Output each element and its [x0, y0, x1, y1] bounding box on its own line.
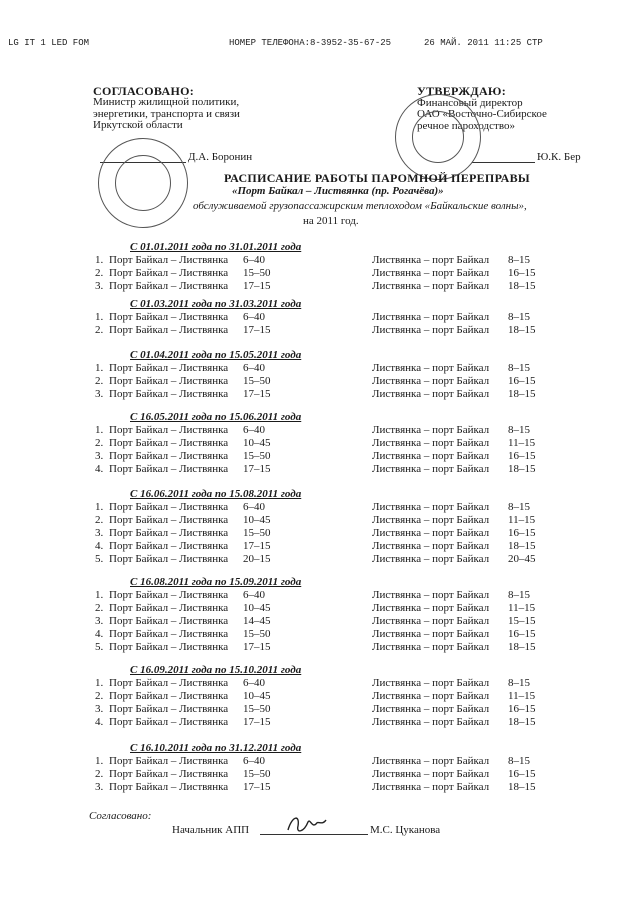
route-outbound: Порт Байкал – Листвянка	[109, 514, 229, 526]
return-row	[372, 615, 536, 628]
departure-time: 6–40	[243, 424, 265, 436]
return-row	[372, 716, 536, 729]
return-row	[372, 501, 530, 514]
row-number: 3.	[95, 781, 104, 793]
row-number: 1.	[95, 755, 104, 767]
departure-time: 17–15	[243, 781, 271, 793]
route-outbound: Порт Байкал – Листвянка	[109, 703, 229, 715]
period-heading: С 01.04.2011 года по 15.05.2011 года	[130, 349, 302, 361]
return-row	[372, 690, 536, 703]
return-row	[372, 641, 536, 654]
departure-row	[95, 690, 271, 703]
return-row	[372, 388, 536, 401]
row-number: 3.	[95, 615, 104, 627]
route-return: Листвянка – порт Байкал	[372, 716, 490, 728]
return-time: 11–15	[508, 602, 536, 614]
departure-time: 15–50	[243, 628, 271, 640]
route-outbound: Порт Байкал – Листвянка	[109, 324, 229, 336]
route-outbound: Порт Байкал – Листвянка	[109, 362, 229, 374]
route-outbound: Порт Байкал – Листвянка	[109, 615, 229, 627]
route-outbound: Порт Байкал – Листвянка	[109, 540, 229, 552]
period-heading: С 16.09.2011 года по 15.10.2011 года	[130, 664, 302, 676]
return-time: 16–15	[508, 628, 536, 640]
return-time: 8–15	[508, 362, 530, 374]
return-row	[372, 450, 536, 463]
row-number: 3.	[95, 388, 104, 400]
departure-time: 17–15	[243, 716, 271, 728]
agreed-heading: СОГЛАСОВАНО:	[93, 84, 195, 98]
fax-header-left: LG IT 1 LED FOM	[8, 38, 90, 48]
route-return: Листвянка – порт Байкал	[372, 424, 490, 436]
return-time: 18–15	[508, 716, 536, 728]
seal-inner-ring	[115, 155, 171, 211]
route-return: Листвянка – порт Байкал	[372, 615, 490, 627]
departure-row	[95, 424, 265, 437]
departure-time: 15–50	[243, 768, 271, 780]
departure-time: 10–45	[243, 690, 271, 702]
route-outbound: Порт Байкал – Листвянка	[109, 602, 229, 614]
row-number: 2.	[95, 602, 104, 614]
route-return: Листвянка – порт Байкал	[372, 553, 490, 565]
row-number: 4.	[95, 463, 104, 475]
route-outbound: Порт Байкал – Листвянка	[109, 424, 229, 436]
route-return: Листвянка – порт Байкал	[372, 540, 490, 552]
return-time: 18–15	[508, 540, 536, 552]
row-number: 2.	[95, 324, 104, 336]
departure-time: 15–50	[243, 375, 271, 387]
approved-line: ОАО «Восточно-Сибирское	[417, 108, 547, 121]
route-outbound: Порт Байкал – Листвянка	[109, 690, 229, 702]
return-time: 16–15	[508, 703, 536, 715]
return-row	[372, 553, 536, 566]
agreed-block	[93, 86, 240, 132]
departure-row	[95, 254, 265, 267]
route-outbound: Порт Байкал – Листвянка	[109, 280, 229, 292]
route-return: Листвянка – порт Байкал	[372, 280, 490, 292]
return-time: 15–15	[508, 615, 536, 627]
departure-time: 17–15	[243, 540, 271, 552]
route-outbound: Порт Байкал – Листвянка	[109, 768, 229, 780]
return-time: 16–15	[508, 267, 536, 279]
return-time: 8–15	[508, 589, 530, 601]
departure-time: 17–15	[243, 388, 271, 400]
departure-row	[95, 388, 271, 401]
period-heading: С 16.08.2011 года по 15.09.2011 года	[130, 576, 302, 588]
schedule-title: РАСПИСАНИЕ РАБОТЫ ПАРОМНОЙ ПЕРЕПРАВЫ	[224, 171, 531, 185]
route-outbound: Порт Байкал – Листвянка	[109, 589, 229, 601]
return-row	[372, 463, 536, 476]
departure-time: 15–50	[243, 450, 271, 462]
departure-row	[95, 501, 265, 514]
route-return: Листвянка – порт Байкал	[372, 437, 490, 449]
return-time: 18–15	[508, 641, 536, 653]
departure-row	[95, 362, 265, 375]
approved-line: Финансовый директор	[417, 96, 523, 109]
route-outbound: Порт Байкал – Листвянка	[109, 501, 229, 513]
route-outbound: Порт Байкал – Листвянка	[109, 437, 229, 449]
route-outbound: Порт Байкал – Листвянка	[109, 388, 229, 400]
departure-time: 17–15	[243, 324, 271, 336]
departure-time: 15–50	[243, 703, 271, 715]
departure-time: 10–45	[243, 514, 271, 526]
approved-signature-line	[472, 162, 535, 163]
departure-row	[95, 280, 271, 293]
period-heading: С 16.05.2011 года по 15.06.2011 года	[130, 411, 302, 423]
departure-row	[95, 641, 271, 654]
fax-header-date: 26 МАЙ. 2011 11:25 СТР	[424, 38, 543, 48]
footer-signatory: М.С. Цуканова	[370, 824, 441, 836]
return-time: 8–15	[508, 254, 530, 266]
route-return: Листвянка – порт Байкал	[372, 362, 490, 374]
route-return: Листвянка – порт Байкал	[372, 324, 490, 336]
row-number: 1.	[95, 311, 104, 323]
return-row	[372, 755, 530, 768]
departure-time: 6–40	[243, 311, 265, 323]
return-row	[372, 589, 530, 602]
route-return: Листвянка – порт Байкал	[372, 677, 490, 689]
row-number: 2.	[95, 375, 104, 387]
approved-heading: УТВЕРЖДАЮ:	[417, 84, 507, 98]
return-time: 16–15	[508, 768, 536, 780]
return-time: 8–15	[508, 677, 530, 689]
route-outbound: Порт Байкал – Листвянка	[109, 267, 229, 279]
return-time: 8–15	[508, 501, 530, 513]
route-outbound: Порт Байкал – Листвянка	[109, 450, 229, 462]
departure-time: 6–40	[243, 755, 265, 767]
row-number: 5.	[95, 553, 104, 565]
route-return: Листвянка – порт Байкал	[372, 311, 490, 323]
route-outbound: Порт Байкал – Листвянка	[109, 781, 229, 793]
row-number: 2.	[95, 267, 104, 279]
row-number: 1.	[95, 254, 104, 266]
route-outbound: Порт Байкал – Листвянка	[109, 553, 229, 565]
route-return: Листвянка – порт Байкал	[372, 781, 490, 793]
row-number: 3.	[95, 527, 104, 539]
period-heading: С 16.10.2011 года по 31.12.2011 года	[130, 742, 302, 754]
agreed-line: энергетики, транспорта и связи	[93, 107, 240, 120]
departure-time: 15–50	[243, 267, 271, 279]
period-heading: С 16.06.2011 года по 15.08.2011 года	[130, 488, 302, 500]
departure-time: 17–15	[243, 463, 271, 475]
return-time: 16–15	[508, 375, 536, 387]
departure-row	[95, 768, 271, 781]
footer-position: Начальник АПП	[172, 824, 250, 836]
return-row	[372, 254, 530, 267]
return-row	[372, 703, 536, 716]
return-time: 11–15	[508, 690, 536, 702]
departure-row	[95, 781, 271, 794]
departure-time: 6–40	[243, 677, 265, 689]
return-time: 18–15	[508, 781, 536, 793]
return-row	[372, 527, 536, 540]
return-time: 18–15	[508, 388, 536, 400]
return-time: 16–15	[508, 450, 536, 462]
row-number: 1.	[95, 501, 104, 513]
period-heading: С 01.01.2011 года по 31.01.2011 года	[130, 241, 302, 253]
route-return: Листвянка – порт Байкал	[372, 768, 490, 780]
schedule-route: «Порт Байкал – Листвянка (пр. Рогачёва)»	[232, 185, 444, 197]
return-row	[372, 602, 536, 615]
return-row	[372, 437, 536, 450]
return-time: 18–15	[508, 324, 536, 336]
approved-line: речное пароходство»	[417, 119, 515, 132]
fax-header	[0, 38, 636, 52]
departure-row	[95, 450, 271, 463]
route-return: Листвянка – порт Байкал	[372, 628, 490, 640]
return-row	[372, 375, 536, 388]
route-return: Листвянка – порт Байкал	[372, 501, 490, 513]
row-number: 3.	[95, 703, 104, 715]
route-outbound: Порт Байкал – Листвянка	[109, 677, 229, 689]
return-row	[372, 267, 536, 280]
return-time: 8–15	[508, 424, 530, 436]
departure-row	[95, 602, 271, 615]
departure-row	[95, 628, 271, 641]
departure-row	[95, 716, 271, 729]
route-return: Листвянка – порт Байкал	[372, 254, 490, 266]
return-time: 20–45	[508, 553, 536, 565]
route-return: Листвянка – порт Байкал	[372, 463, 490, 475]
departure-time: 14–45	[243, 615, 271, 627]
departure-row	[95, 677, 265, 690]
schedule-vessel: обслуживаемой грузопассажирским теплоходом «Байкальские волны»,	[193, 200, 527, 212]
departure-row	[95, 437, 271, 450]
footer-agreed-label: Согласовано:	[89, 810, 152, 822]
approved-signatory: Ю.К. Бер	[537, 151, 581, 163]
row-number: 1.	[95, 362, 104, 374]
departure-time: 15–50	[243, 527, 271, 539]
agreed-signatory: Д.А. Боронин	[188, 151, 253, 163]
return-row	[372, 514, 536, 527]
return-time: 11–15	[508, 437, 536, 449]
return-time: 11–15	[508, 514, 536, 526]
departure-row	[95, 375, 271, 388]
route-return: Листвянка – порт Байкал	[372, 514, 490, 526]
departure-row	[95, 755, 265, 768]
return-row	[372, 540, 536, 553]
departure-time: 6–40	[243, 362, 265, 374]
departure-row	[95, 703, 271, 716]
fax-header-phone: НОМЕР ТЕЛЕФОНА:8-3952-35-67-25	[229, 38, 392, 48]
departure-row	[95, 311, 265, 324]
return-row	[372, 362, 530, 375]
row-number: 2.	[95, 437, 104, 449]
route-return: Листвянка – порт Байкал	[372, 589, 490, 601]
row-number: 1.	[95, 424, 104, 436]
departure-row	[95, 540, 271, 553]
route-outbound: Порт Байкал – Листвянка	[109, 527, 229, 539]
row-number: 1.	[95, 589, 104, 601]
route-return: Листвянка – порт Байкал	[372, 267, 490, 279]
route-return: Листвянка – порт Байкал	[372, 690, 490, 702]
period-heading: С 01.03.2011 года по 31.03.2011 года	[130, 298, 302, 310]
return-row	[372, 324, 536, 337]
row-number: 3.	[95, 450, 104, 462]
departure-row	[95, 463, 271, 476]
agreed-line: Иркутской области	[93, 119, 183, 132]
return-row	[372, 781, 536, 794]
return-time: 8–15	[508, 755, 530, 767]
route-return: Листвянка – порт Байкал	[372, 755, 490, 767]
departure-row	[95, 553, 271, 566]
route-outbound: Порт Байкал – Листвянка	[109, 254, 229, 266]
agreed-line: Министр жилищной политики,	[93, 96, 240, 109]
departure-row	[95, 589, 265, 602]
departure-time: 17–15	[243, 280, 271, 292]
row-number: 3.	[95, 280, 104, 292]
departure-time: 17–15	[243, 641, 271, 653]
row-number: 4.	[95, 716, 104, 728]
return-row	[372, 628, 536, 641]
return-time: 16–15	[508, 527, 536, 539]
row-number: 4.	[95, 540, 104, 552]
route-outbound: Порт Байкал – Листвянка	[109, 628, 229, 640]
official-seal-left	[98, 138, 188, 228]
return-time: 18–15	[508, 280, 536, 292]
departure-row	[95, 267, 271, 280]
departure-time: 6–40	[243, 254, 265, 266]
departure-row	[95, 324, 271, 337]
row-number: 4.	[95, 628, 104, 640]
departure-time: 6–40	[243, 589, 265, 601]
schedule-year: на 2011 год.	[303, 215, 359, 227]
departure-time: 6–40	[243, 501, 265, 513]
route-outbound: Порт Байкал – Листвянка	[109, 375, 229, 387]
return-row	[372, 424, 530, 437]
route-outbound: Порт Байкал – Листвянка	[109, 641, 229, 653]
route-outbound: Порт Байкал – Листвянка	[109, 755, 229, 767]
row-number: 5.	[95, 641, 104, 653]
route-outbound: Порт Байкал – Листвянка	[109, 463, 229, 475]
return-row	[372, 280, 536, 293]
row-number: 2.	[95, 514, 104, 526]
route-return: Листвянка – порт Байкал	[372, 703, 490, 715]
departure-row	[95, 514, 271, 527]
departure-time: 10–45	[243, 602, 271, 614]
route-return: Листвянка – порт Байкал	[372, 375, 490, 387]
official-seal-right	[395, 94, 481, 180]
route-return: Листвянка – порт Байкал	[372, 527, 490, 539]
departure-row	[95, 527, 271, 540]
row-number: 2.	[95, 690, 104, 702]
departure-row	[95, 615, 271, 628]
return-time: 18–15	[508, 463, 536, 475]
handwritten-signature	[284, 812, 330, 836]
return-time: 8–15	[508, 311, 530, 323]
route-return: Листвянка – порт Байкал	[372, 450, 490, 462]
departure-time: 10–45	[243, 437, 271, 449]
route-outbound: Порт Байкал – Листвянка	[109, 311, 229, 323]
route-outbound: Порт Байкал – Листвянка	[109, 716, 229, 728]
route-return: Листвянка – порт Байкал	[372, 602, 490, 614]
row-number: 2.	[95, 768, 104, 780]
seal-inner-ring	[412, 111, 464, 163]
route-return: Листвянка – порт Байкал	[372, 641, 490, 653]
route-return: Листвянка – порт Байкал	[372, 388, 490, 400]
departure-time: 20–15	[243, 553, 271, 565]
return-row	[372, 311, 530, 324]
row-number: 1.	[95, 677, 104, 689]
return-row	[372, 768, 536, 781]
return-row	[372, 677, 530, 690]
